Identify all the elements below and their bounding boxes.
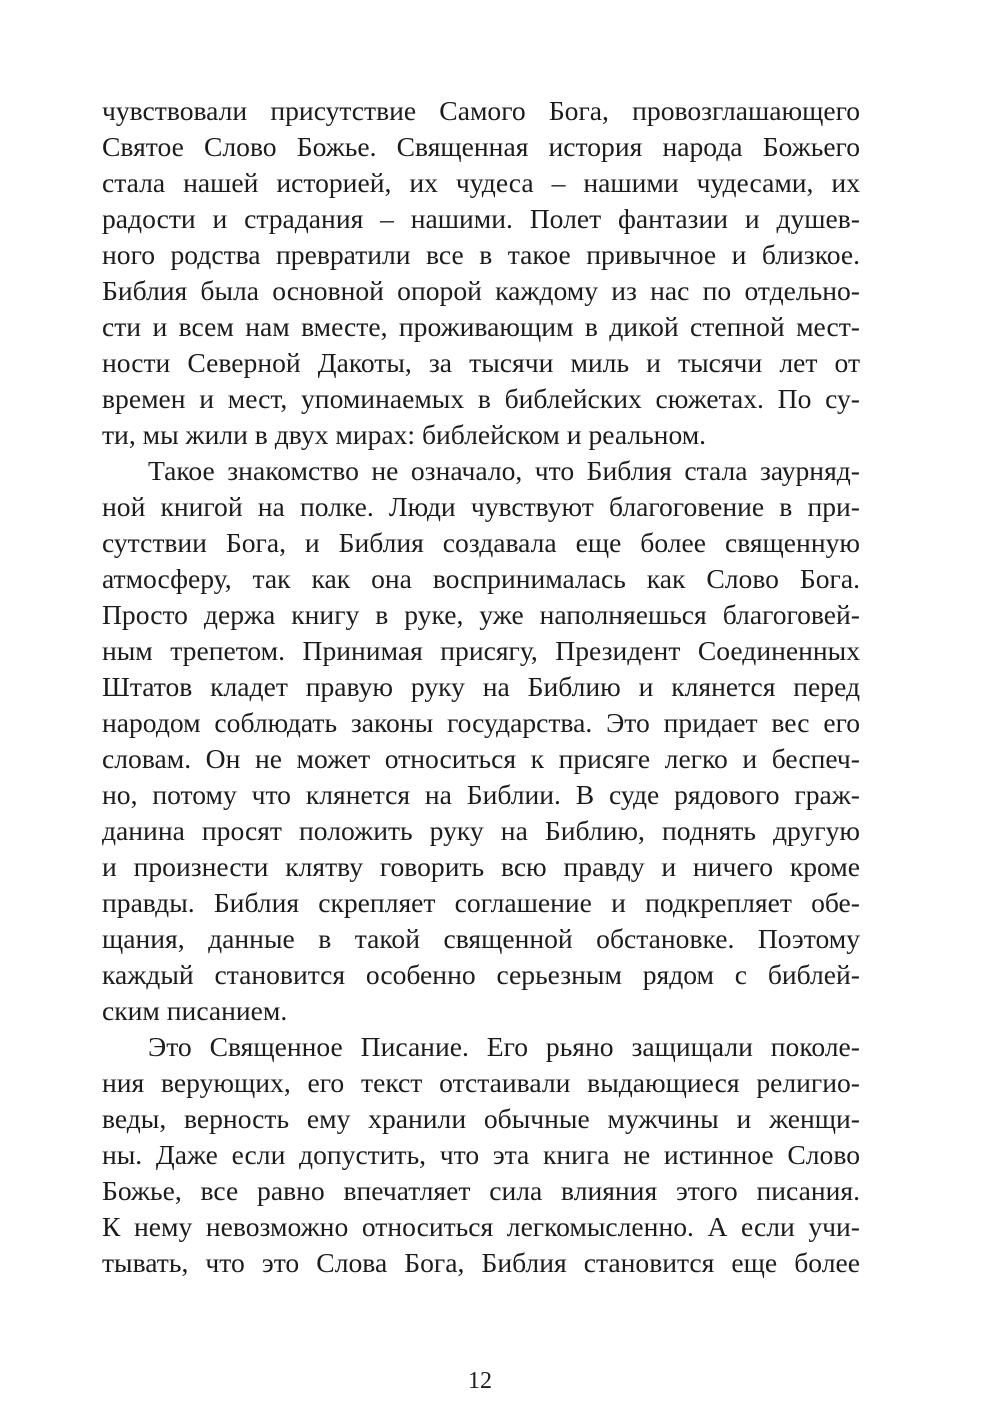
text-line: тывать, что это Слова Бога, Библия становится еще более <box>102 1247 860 1278</box>
paragraph-1 <box>102 93 860 453</box>
text-line: ного родства превратили все в такое привычное и близкое. <box>102 239 860 270</box>
text-line: радости и страдания – нашими. Полет фантазии и душев- <box>102 203 860 234</box>
page-text <box>102 93 860 1281</box>
text-line: атмосферу, так как она воспринималась как Слово Бога. <box>102 563 860 594</box>
text-line: Просто держа книгу в руке, уже наполняешься благоговей- <box>102 599 860 630</box>
page-number: 12 <box>468 1368 492 1394</box>
text-line: сутствии Бога, и Библия создавала еще более священную <box>102 527 860 558</box>
text-line: К нему невозможно относиться легкомысленно. А если учи- <box>102 1211 860 1242</box>
text-line: чувствовали присутствие Самого Бога, провозглашающего <box>102 95 860 126</box>
text-line: сти и всем нам вместе, проживающим в дикой степной мест- <box>102 311 860 342</box>
text-line: правды. Библия скрепляет соглашение и подкрепляет обе- <box>102 887 860 918</box>
text-line: данина просят положить руку на Библию, поднять другую <box>102 815 860 846</box>
text-line: народом соблюдать законы государства. Это придает вес его <box>102 707 860 738</box>
text-line: Библия была основной опорой каждому из нас по отдельно- <box>102 275 860 306</box>
text-line: ности Северной Дакоты, за тысячи миль и тысячи лет от <box>102 347 860 378</box>
text-line: щания, данные в такой священной обстановке. Поэтому <box>102 923 860 954</box>
text-line: стала нашей историей, их чудеса – нашими чудесами, их <box>102 167 860 198</box>
text-line: ны. Даже если допустить, что эта книга не истинное Слово <box>102 1139 860 1170</box>
text-line: Это Священное Писание. Его рьяно защищали поколе- <box>148 1031 860 1062</box>
text-line: времен и мест, упоминаемых в библейских сюжетах. По су- <box>102 383 860 414</box>
text-line: каждый становится особенно серьезным рядом с библей- <box>102 959 860 990</box>
text-line: ной книгой на полке. Люди чувствуют благоговение в при- <box>102 491 860 522</box>
text-line: ским писанием. <box>102 995 288 1026</box>
text-line: ти, мы жили в двух мирах: библейском и реальном. <box>102 419 707 450</box>
text-line: ния верующих, его текст отстаивали выдающиеся религио- <box>102 1067 860 1098</box>
text-line: Божье, все равно впечатляет сила влияния этого писания. <box>102 1175 860 1206</box>
text-line: и произнести клятву говорить всю правду и ничего кроме <box>102 851 860 882</box>
text-line: Такое знакомство не означало, что Библия стала заурняд- <box>148 455 860 486</box>
paragraph-3 <box>102 1029 860 1281</box>
text-line: ным трепетом. Принимая присягу, Президент Соединенных <box>102 635 860 666</box>
text-line: Святое Слово Божье. Священная история народа Божьего <box>102 131 860 162</box>
text-line: словам. Он не может относиться к присяге легко и беспеч- <box>102 743 860 774</box>
text-line: Штатов кладет правую руку на Библию и клянется перед <box>102 671 860 702</box>
paragraph-2 <box>102 453 860 1029</box>
text-line: но, потому что клянется на Библии. В суде рядового граж- <box>102 779 860 810</box>
text-line: веды, верность ему хранили обычные мужчины и женщи- <box>102 1103 860 1134</box>
